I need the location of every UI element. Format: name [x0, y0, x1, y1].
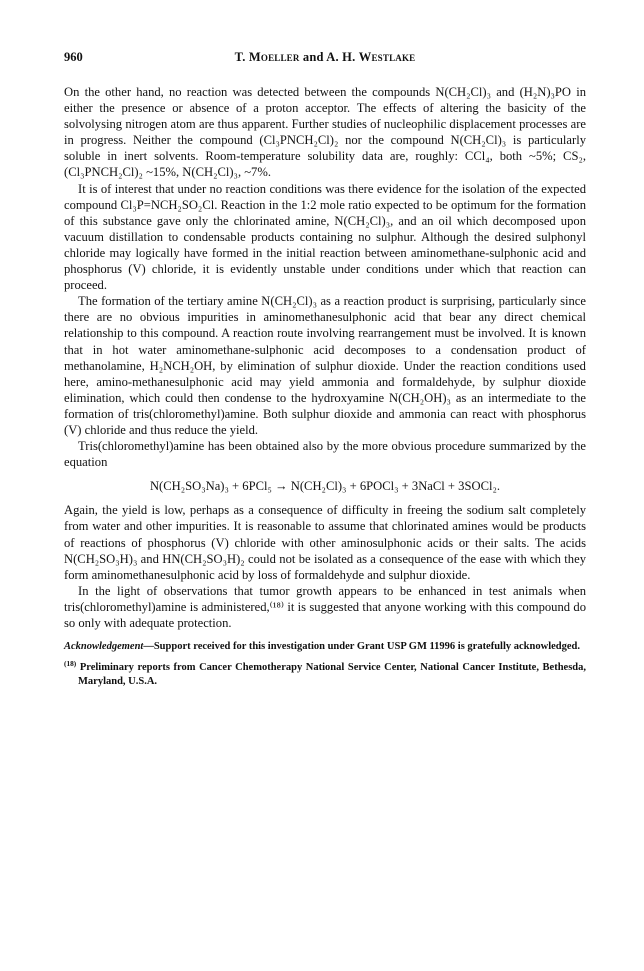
paragraph-obvious-procedure: Tris(chloromethyl)amine has been obtained also by the more obvious procedure summarized by the equation — [64, 439, 586, 470]
acknowledgement — [64, 640, 586, 654]
running-head-authors: T. Moeller and A. H. Westlake — [234, 50, 416, 64]
footnote-18 — [64, 661, 586, 689]
paragraph-solubility: On the other hand, no reaction was detected between the compounds N(CH₂Cl)₃ and (H₂N)₃PO in either the presence or absence of a proton acceptor. The effects of altering the basicity of the solvolysing nitrogen atom are thus apparent. Further studies of nucleophilic displacement processes are in progress. Neither the compound (Cl₃PNCH₂Cl)₂ nor the compound N(CH₂Cl)₃ is particularly soluble in inert solvents. Room-temperature solubility data are, roughly: CCl₄, both ~5%; CS₂, (Cl₃PNCH₂Cl)₂ ~15%, N(CH₂Cl)₃, ~7%. — [64, 85, 586, 180]
paragraph-tumor-warning: In the light of observations that tumor growth appears to be enhanced in test animals when tris(chloromethyl)amine is administered,⁽¹⁸⁾ it is suggested that anyone working with this compound do so only with adequate protection. — [64, 583, 586, 630]
footnote-text: Preliminary reports from Cancer Chemotherapy National Service Center, National Cancer Institute, Bethesda, Maryland, U.S.A. — [76, 662, 586, 688]
footnote-marker: (18) — [64, 659, 77, 669]
paper-page — [64, 50, 586, 689]
page-header — [64, 50, 586, 70]
reaction-equation: N(CH₂SO₃Na)₃ + 6PCl₅ → N(CH₂Cl)₃ + 6POCl₃ + 3NaCl + 3SOCl₂. — [149, 479, 501, 494]
article-body — [64, 84, 586, 631]
page-number: 960 — [64, 50, 83, 64]
paragraph-yield: Again, the yield is low, perhaps as a consequence of difficulty in freeing the sodium salt completely from water and other impurities. It is reasonable to assume that chlorinated amines would be products of reactions of phosphorus (V) chloride with other aminosulphonic acids or their salts. The acids N(CH₂SO₃H)₃ and HN(CH₂SO₃H)₂ could not be isolated as a consequence of the ease with which they form aminomethanesulphonic acid by loss of formaldehyde and sulphur dioxide. — [64, 503, 587, 582]
paragraph-expected-compound: It is of interest that under no reaction conditions was there evidence for the isolation of the expected compound Cl₃P=NCH₂SO₂Cl. Reaction in the 1:2 mole ratio expected to be optimum for the formation of this substance gave only the chlorinated amine, N(CH₂Cl)₃, and an oil which decomposed upon vacuum distillation to condensable products containing no sulphur. Although the desired sulphonyl chloride may logically have formed in the initial reaction between aminomethane-sulphonic acid and phosphorus (V) chloride, it is evidently unstable under conditions under which that reaction can proceed. — [64, 181, 587, 293]
acknowledgement-label: Acknowledgement — [64, 641, 144, 653]
acknowledgement-text: —Support received for this investigation under Grant USP GM 11996 is gratefully acknowledged. — [143, 641, 580, 653]
paragraph-tertiary-amine: The formation of the tertiary amine N(CH₂Cl)₃ as a reaction product is surprising, particularly since there are no obvious impurities in aminomethanesulphonic acid that bear any direct chemical relationship to this compound. A reaction route involving rearrangement must be involved. It is known that in hot water aminomethane-sulphonic acid decomposes to a condensation product of methanolamine, H₂NCH₂OH, by elimination of sulphur dioxide. Under the reaction conditions used here, amino-methanesulphonic acid may yield ammonia and formaldehyde, by sulphur dioxide elimination, which could then condense to the hydroxyamine N(CH₂OH)₃ as an intermediate to the formation of tris(chloromethyl)amine. Both sulphur dioxide and ammonia can react with phosphorus (V) chloride and thus reduce the yield. — [64, 294, 587, 437]
